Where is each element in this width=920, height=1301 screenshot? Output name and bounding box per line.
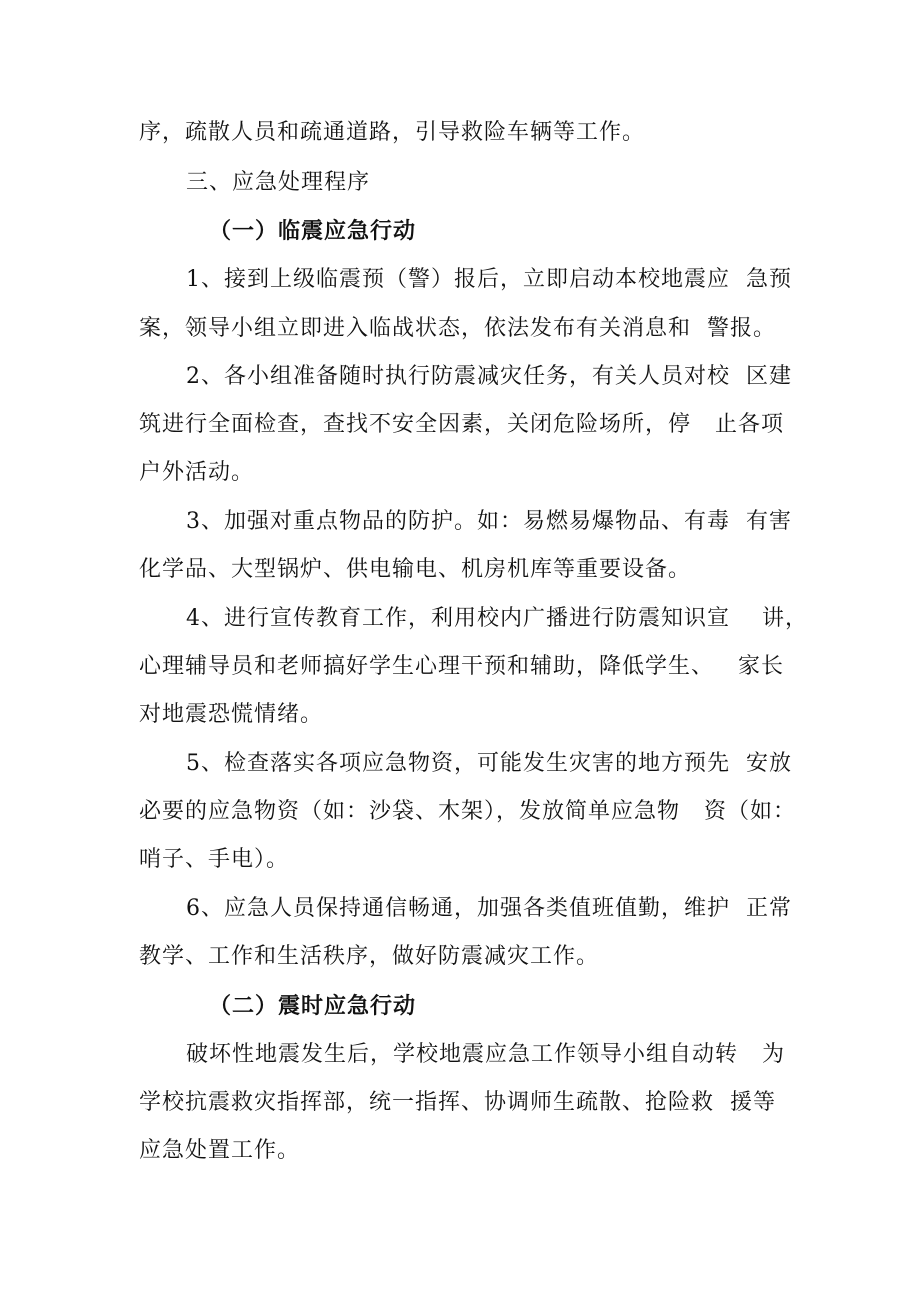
paragraph-line: 必要的应急物资（如：沙袋、木架），发放简单应急物 资（如：	[139, 799, 796, 824]
paragraph-line: 序，疏散人员和疏通道路，引导救险车辆等工作。	[139, 120, 646, 145]
paragraph-line: 应急处置工作。	[139, 1138, 301, 1163]
paragraph-line: 破坏性地震发生后，学校地震应急工作领导小组自动转 为	[186, 1042, 785, 1067]
subsection-heading: （一）临震应急行动	[209, 218, 417, 244]
paragraph-line: 教学、工作和生活秩序，做好防震减灾工作。	[139, 944, 600, 969]
subsection-heading: （二）震时应急行动	[209, 993, 417, 1019]
paragraph-line: 5、检查落实各项应急物资，可能发生灾害的地方预先 安放	[186, 751, 792, 776]
paragraph-line: 6、应急人员保持通信畅通，加强各类值班值勤，维护 正常	[186, 896, 792, 921]
paragraph-line: 3、加强对重点物品的防护。如：易燃易爆物品、有毒 有害	[186, 509, 792, 534]
section-heading: 三、应急处理程序	[186, 170, 371, 195]
paragraph-line: 4、进行宣传教育工作，利用校内广播进行防震知识宣 讲，	[186, 606, 808, 631]
paragraph-line: 筑进行全面检查，查找不安全因素，关闭危险场所，停 止各项	[139, 412, 784, 437]
paragraph-line: 对地震恐慌情绪。	[139, 702, 324, 727]
paragraph-line: 化学品、大型锅炉、供电输电、机房机库等重要设备。	[139, 557, 692, 582]
paragraph-line: 2、各小组准备随时执行防震减灾任务，有关人员对校 区建	[186, 364, 792, 389]
paragraph-line: 心理辅导员和老师搞好学生心理干预和辅助，降低学生、 家长	[139, 654, 784, 679]
paragraph-line: 学校抗震救灾指挥部，统一指挥、协调师生疏散、抢险救 援等	[139, 1090, 776, 1115]
paragraph-line: 哨子、手电）。	[139, 847, 290, 872]
paragraph-line: 户外活动。	[139, 460, 255, 485]
paragraph-line: 案，领导小组立即进入临战状态，依法发布有关消息和 警报。	[139, 316, 776, 341]
paragraph-line: 1、接到上级临震预（警）报后，立即启动本校地震应 急预	[186, 267, 792, 292]
